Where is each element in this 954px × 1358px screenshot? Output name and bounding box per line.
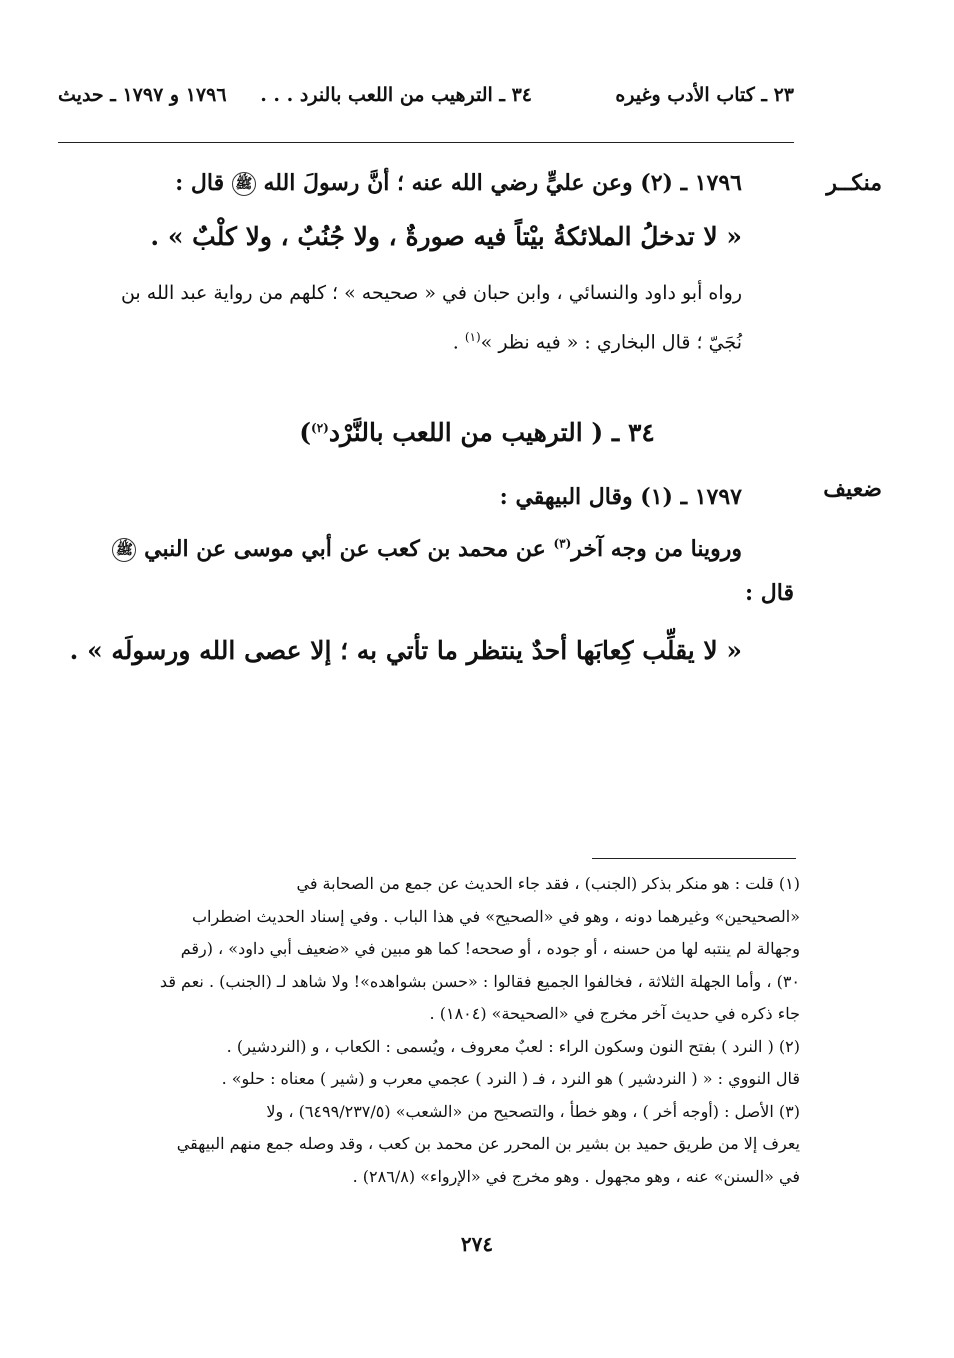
hadith-1796-narration-line-2 <box>453 330 742 353</box>
page-number: ٢٧٤ <box>460 1232 494 1256</box>
section-title-close: ) <box>299 418 312 447</box>
hadith-1797-intro: ١٧٩٧ ـ (١) وقال البيهقي : <box>499 484 742 510</box>
salla-icon: ﷺ <box>232 172 256 196</box>
footnote-line: «الصحيحين» وغيرهما دونه ، وهو في «الصحيح» في هذا الباب . وفي إسناد الحديث اضطراب <box>191 906 800 926</box>
hadith-1797-text: « لا يقلِّب كِعابَها أحدٌ ينتظر ما تأتي به ؛ إلا عصى الله ورسولَه » . <box>69 636 742 665</box>
footnote-line: (٢) ( النرد ) بفتح النون وسكون الراء : لعبٌ معروف ، ويُسمى : الكعاب ، و (النردشير) . <box>226 1036 800 1056</box>
running-header <box>58 84 794 124</box>
footnote-ref-2: (٢) <box>311 420 329 435</box>
footnote-ref-3: (٣) <box>553 536 572 551</box>
footnote-line: (٣) الأصل : (أوجه أخر ) ، وهو خطأ ، والتصحيح من «الشعب» (٦٤٩٩/٢٣٧/٥) ، ولا <box>266 1101 800 1121</box>
footnote-line: وجهالة لم ينتبه لها من حسنه ، أو جوده ، أو صححه! كما هو مبين في «ضعيف أبي داود» ، (رقم <box>180 939 800 958</box>
hadith-1796-intro-end: قال : <box>175 170 225 196</box>
footnote-line: (١) قلت : هو منكر بذكر (الجنب) ، فقد جاء الحديث عن جمع من الصحابة في <box>296 874 800 893</box>
hadith-1796-narration-line-1: رواه أبو داود والنسائي ، وابن حبان في « صحيحه » ؛ كلهم من رواية عبد الله بن <box>120 282 742 304</box>
footnote-line: قال النووي : « ( النردشير ) هو النرد ، فـ ( النرد ) عجمي معرب و (شير ) معناه : حلو» . <box>221 1069 800 1088</box>
footnote-ref-1: (١) <box>464 330 481 344</box>
footnote-line: جاء ذكره في حديث آخر مخرج في «الصحيحة» (١٨٠٤) . <box>429 1004 800 1023</box>
footnote-line: في «السنن» عنه ، وهو مجهول . وهو مخرج في «الإرواء» (٢٨٦/٨) . <box>352 1166 800 1186</box>
header-divider <box>58 142 794 143</box>
header-hadith-range: ١٧٩٦ و ١٧٩٧ ـ حديث <box>58 84 227 106</box>
hadith-1797-line-1-a: وروينا من وجه آخر <box>571 536 742 562</box>
salla-icon: ﷺ <box>112 538 136 562</box>
grade-label-daif: ضعيف <box>823 476 882 502</box>
footnote-divider <box>592 858 796 859</box>
narration-text: نُجَيّ ؛ قال البخاري : « فيه نظر » <box>480 331 742 354</box>
hadith-1796-intro-text: ١٧٩٦ ـ (٢) وعن عليٍّ رضي الله عنه ؛ أنَّ رسولَ الله <box>263 170 742 196</box>
hadith-1796-text: « لا تدخلُ الملائكةُ بيْتاً فيه صورةٌ ، ولا جُنُبٌ ، ولا كلْبٌ » . <box>150 222 742 251</box>
footnote-line: ٣٠) ، وأما الجهلة الثلاثة ، فخالفوا الجميع فقالوا : «حسن بشواهده»! ولا شاهد لـ (الجنب) . نعم قد <box>159 971 800 991</box>
header-chapter: ٢٣ ـ كتاب الأدب وغيره <box>615 84 794 106</box>
section-title-text: ٣٤ ـ ( الترهيب من اللعب بالنَّرْد <box>328 418 655 447</box>
hadith-1796-intro <box>175 170 742 196</box>
hadith-1797-line-1 <box>112 536 742 562</box>
footnote-line: يعرف إلا من طريق حميد بن بشير بن المحرر عن محمد بن كعب ، وقد وصله جمع منهم البيهقي <box>176 1134 800 1153</box>
header-section: ٣٤ ـ الترهيب من اللعب بالنرد . . . <box>260 84 532 106</box>
footnotes <box>60 868 800 1193</box>
grade-label-munkar: منكــر <box>826 170 882 196</box>
section-title <box>0 418 954 447</box>
hadith-1797-line-1-b: عن محمد بن كعب عن أبي موسى عن النبي <box>144 536 546 562</box>
narration-end: . <box>452 331 465 354</box>
hadith-1797-line-2: قال : <box>745 580 794 606</box>
